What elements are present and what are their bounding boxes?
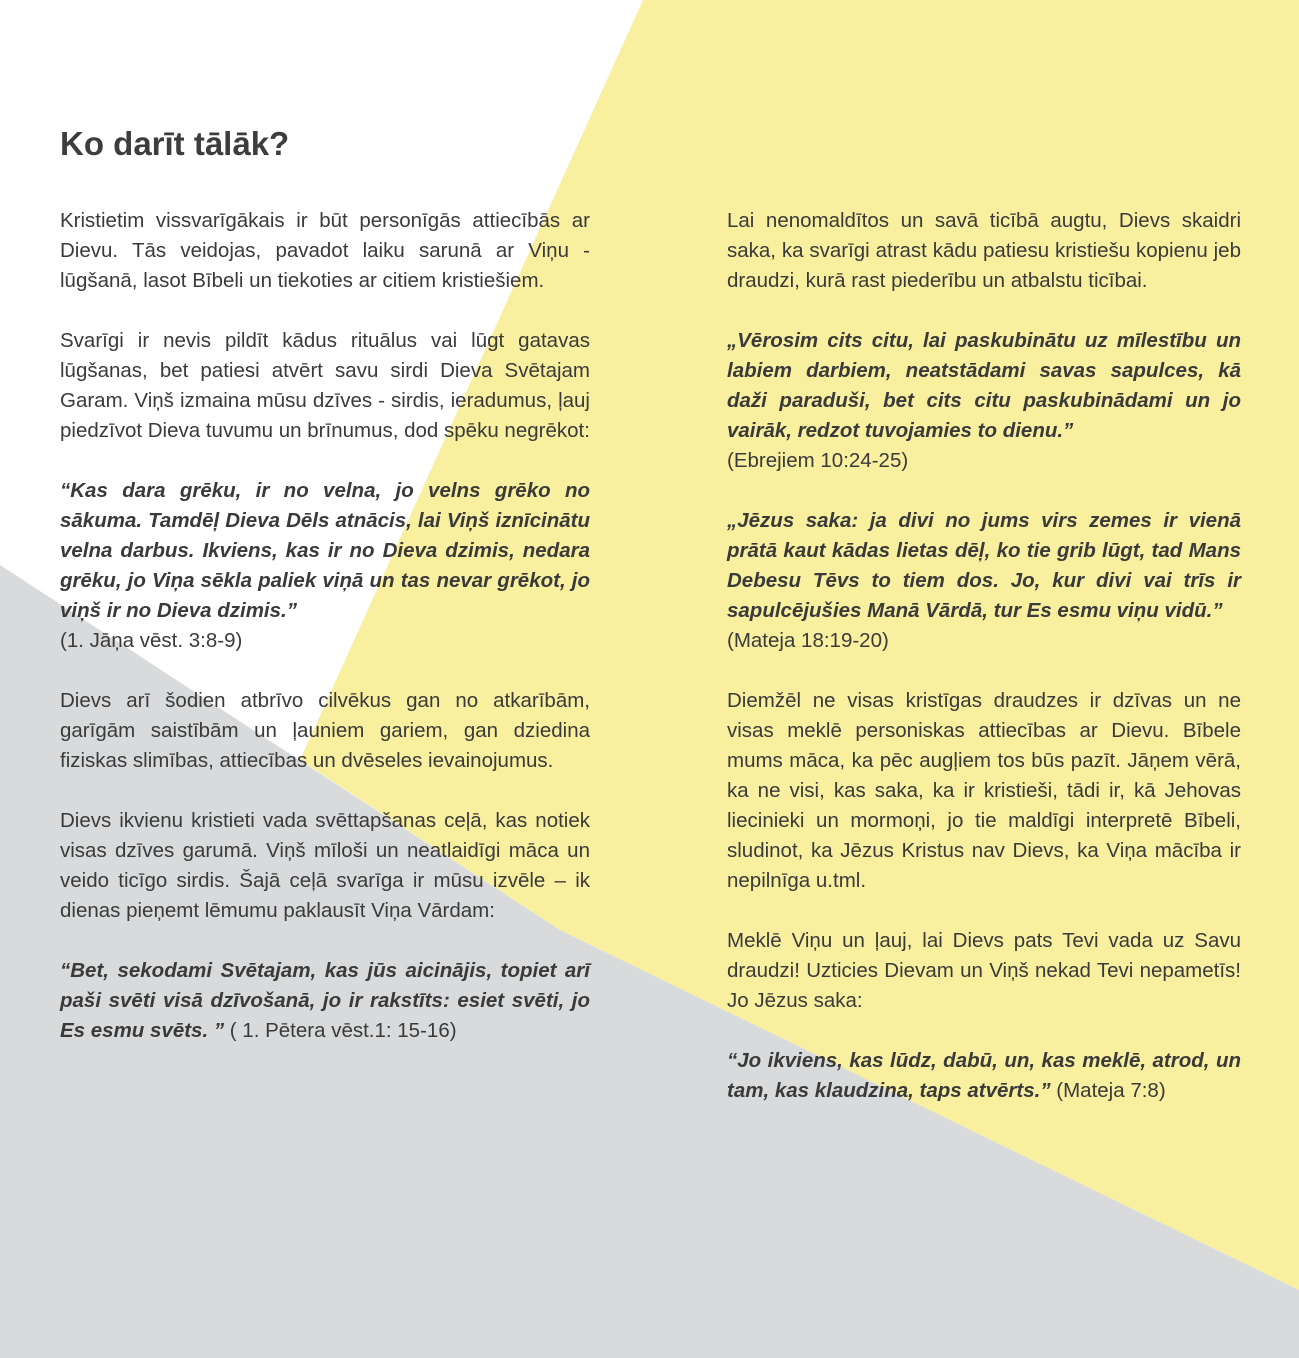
quote-text: “Kas dara grēku, ir no velna, jo velns grēko no sākuma. Tamdēļ Dieva Dēls atnācis, lai Viņš iznīcinātu velna darbus. Ikviens, kas ir no Dieva dzimis, nedara grēku, jo Viņa sēkla paliek viņā un tas nevar grēkot, jo viņš ir no Dieva dzimis.” — [60, 479, 590, 622]
paragraph: Meklē Viņu un ļauj, lai Dievs pats Tevi vada uz Savu draudzi! Uzticies Dievam un Viņš nekad Tevi nepametīs! Jo Jēzus saka: — [727, 929, 1241, 1012]
paragraph: Dievs ikvienu kristieti vada svēttapšanas ceļā, kas notiek visas dzīves garumā. Viņš mīloši un neatlaidīgi māca un veido ticīgo sirdis. Šajā ceļā svarīga ir mūsu izvēle – ik dienas pieņemt lēmumu paklausīt Viņa Vārdam: — [60, 809, 590, 922]
quote-reference: (Mateja 18:19-20) — [727, 629, 889, 652]
quote-text: “Jo ikviens, kas lūdz, dabū, un, kas meklē, atrod, un tam, kas klaudzina, taps atvērts.” — [727, 1049, 1241, 1102]
left-column — [60, 206, 590, 1076]
scripture-quote — [727, 506, 1241, 656]
quote-reference: (1. Jāņa vēst. 3:8-9) — [60, 629, 243, 652]
paragraph: Svarīgi ir nevis pildīt kādus rituālus vai lūgt gatavas lūgšanas, bet patiesi atvērt savu sirdi Dieva Svētajam Garam. Viņš izmaina mūsu dzīves - sirdis, ieradumus, ļauj piedzīvot Dieva tuvumu un brīnumus, dod spēku negrēkot: — [60, 329, 590, 442]
quote-reference: (Mateja 7:8) — [1050, 1079, 1166, 1102]
quote-reference: (Ebrejiem 10:24-25) — [727, 449, 909, 472]
scripture-quote — [727, 1046, 1241, 1106]
scripture-quote — [60, 956, 590, 1046]
quote-text: „Jēzus saka: ja divi no jums virs zemes ir vienā prātā kaut kādas lietas dēļ, ko tie grib lūgt, tad Mans Debesu Tēvs to tiem dos. Jo, kur divi vai trīs ir sapulcējušies Manā Vārdā, tur Es esmu viņu vidū.” — [727, 509, 1241, 622]
paragraph: Kristietim vissvarīgākais ir būt personīgās attiecībās ar Dievu. Tās veidojas, pavadot laiku sarunā ar Viņu - lūgšanā, lasot Bībeli un tiekoties ar citiem kristiešiem. — [60, 209, 590, 292]
quote-text: “Bet, sekodami Svētajam, kas jūs aicinājis, topiet arī paši svēti visā dzīvošanā, jo ir rakstīts: esiet svēti, jo Es esmu svēts. ” — [60, 959, 590, 1042]
quote-text: „Vērosim cits citu, lai paskubinātu uz mīlestību un labiem darbiem, neatstādami savas sapulces, kā daži paraduši, bet cits citu paskubinādami un jo vairāk, redzot tuvojamies to dienu.” — [727, 329, 1241, 442]
paragraph: Lai nenomaldītos un savā ticībā augtu, Dievs skaidri saka, ka svarīgi atrast kādu patiesu kristiešu kopienu jeb draudzi, kurā rast piederību un atbalstu ticībai. — [727, 209, 1241, 292]
scripture-quote — [727, 326, 1241, 476]
paragraph: Dievs arī šodien atbrīvo cilvēkus gan no atkarībām, garīgām saistībām un ļauniem gariem, gan dziedina fiziskas slimības, attiecības un dvēseles ievainojumus. — [60, 689, 590, 772]
paragraph: Diemžēl ne visas kristīgas draudzes ir dzīvas un ne visas meklē personiskas attiecības ar Dievu. Bībele mums māca, ka pēc augļiem tos būs pazīt. Jāņem vērā, ka ne visi, kas saka, ka ir kristieši, tādi ir, kā Jehovas liecinieki un mormoņi, jo tie maldīgi interpretē Bībeli, sludinot, ka Jēzus Kristus nav Dievs, ka Viņa mācība ir nepilnīga u.tml. — [727, 689, 1241, 892]
quote-reference: ( 1. Pētera vēst.1: 15-16) — [224, 1019, 457, 1042]
right-column — [727, 206, 1241, 1136]
scripture-quote — [60, 476, 590, 656]
page-title: Ko darīt tālāk? — [60, 125, 290, 162]
